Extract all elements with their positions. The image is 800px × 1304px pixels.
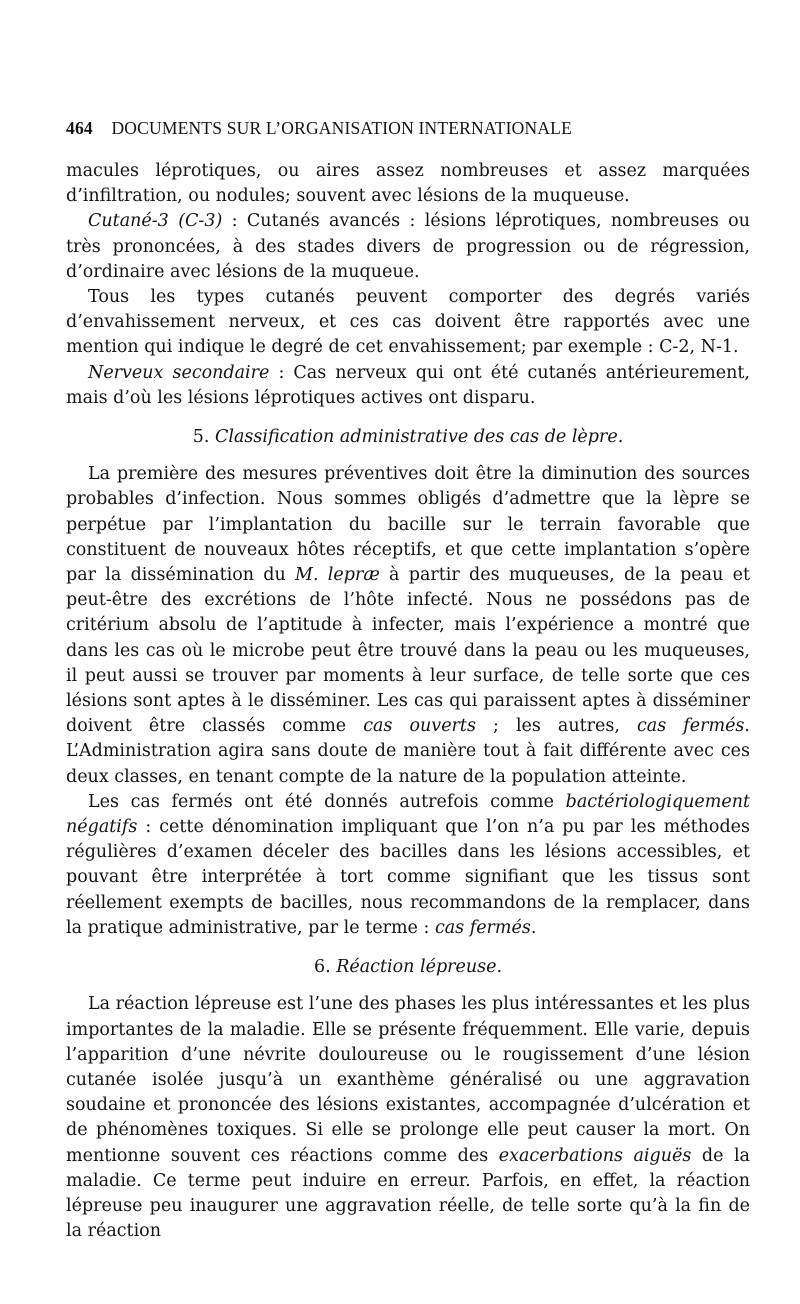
text-run: : cette dénomination impliquant que l’on n’a pu par les méthodes régulières d’examen déceler des bacilles dans les lésions accessibles, et pouvant être interprétée à tort comme signifiant que les tissus sont réellement exempts de bacilles, nous recommandons de la remplacer, dans la pratique administrative, par le terme : <box>66 817 750 938</box>
paragraph-continued: macules léprotiques, ou aires assez nombreuses et assez marquées d’infiltration, ou nodules; souvent avec lésions de la muqueuse. <box>66 161 750 207</box>
term-cas-fermes: cas fermés <box>637 716 745 737</box>
text-run: de la maladie. Ce terme peut induire en erreur. Parfois, en effet, la réaction lépreuse peu inaugurer une aggravation réelle, de telle sorte qu’à la fin de la réaction <box>66 1145 750 1242</box>
text-run: Les cas fermés ont été donnés autrefois comme <box>88 791 566 812</box>
section-number: 6. <box>313 957 331 978</box>
paragraph-text: : Cutanés avancés : lésions léprotiques, nombreuses ou très prononcées, à des stades divers de progression ou de régression, d’ordinaire avec lésions de la muqueue. <box>66 211 750 282</box>
text-run: . L’Administration agira sans doute de manière tout à fait différente avec ces deux classes, en tenant compte de la nature de la population atteinte. <box>66 716 750 787</box>
term-code: (C-3) <box>178 211 223 232</box>
section-title: Classification administrative des cas de lèpre. <box>215 427 624 448</box>
term-exacerbations-aigues: exacerbations aiguës <box>498 1145 692 1166</box>
section-heading-5 <box>66 425 750 450</box>
paragraph-reaction-lepreuse <box>66 992 750 1244</box>
paragraph-text: : Cas nerveux qui ont été cutanés antérieurement, mais d’où les lésions léprotiques actives ont disparu. <box>66 362 750 408</box>
running-title: DOCUMENTS SUR L’ORGANISATION INTERNATIONALE <box>111 118 572 138</box>
document-body <box>66 159 750 1244</box>
term-cas-ouverts: cas ouverts <box>363 716 476 737</box>
page-number: 464 <box>66 118 93 138</box>
paragraph-types-cutanes: Tous les types cutanés peuvent comporter des degrés variés d’envahissement nerveux, et ces cas doivent être rapportés avec une mention qui indique le degré de cet envahissement; par exemple : C-2, N-1. <box>66 287 750 358</box>
text-run: La réaction lépreuse est l’une des phases les plus intéressantes et les plus importantes de la maladie. Elle se présente fréquemment. Elle varie, depuis l’apparition d’une névrite douloureuse ou le rougissement d’une lésion cutanée isolée jusqu’à un exanthème généralisé ou une aggravation soudaine et prononcée des lésions existantes, accompagnée d’ulcération et de phénomènes toxiques. Si elle se prolonge elle peut causer la mort. On mentionne souvent ces réactions comme des <box>66 994 750 1166</box>
term-cas-fermes: cas fermés <box>434 917 531 938</box>
text-run: ; les autres, <box>475 716 637 737</box>
text-run: . <box>530 917 537 938</box>
paragraph-cutane-3 <box>66 209 750 285</box>
term-bacteriologiquement-negatifs: bactériologiquement négatifs <box>66 791 750 838</box>
term-cutane-3: Cutané-3 <box>88 211 169 232</box>
paragraph-mesures-preventives <box>66 462 750 790</box>
section-title: Réaction lépreuse. <box>336 957 503 978</box>
term-m-leprae: M. lepræ <box>295 565 380 586</box>
paragraph-cas-fermes <box>66 790 750 941</box>
text-run: à partir des muqueuses, de la peau et peut-être des excrétions de l’hôte infecté. Nous ne possédons pas de critérium absolu de l’aptitude à infecter, mais l’expérience a montré que dans les cas où le microbe peut être trouvé dans la peau ou les muqueuses, il peut aussi se trouver par moments à leur surface, de telle sorte que ces lésions sont aptes à le disséminer. Les cas qui paraissent aptes à disséminer doivent être classés comme <box>66 565 751 737</box>
term-nerveux-secondaire: Nerveux secondaire <box>88 362 270 383</box>
section-heading-6 <box>66 955 750 980</box>
running-header <box>66 118 756 139</box>
section-number: 5. <box>192 427 210 448</box>
text-run: La première des mesures préventives doit être la diminution des sources probables d’infection. Nous sommes obligés d’admettre que la lèpre se perpétue par l’implantation du bacille sur le terrain favorable que constituent de nouveaux hôtes réceptifs, et que cette implantation s’opère par la dissémination du <box>66 464 750 586</box>
paragraph-nerveux-secondaire <box>66 361 750 411</box>
